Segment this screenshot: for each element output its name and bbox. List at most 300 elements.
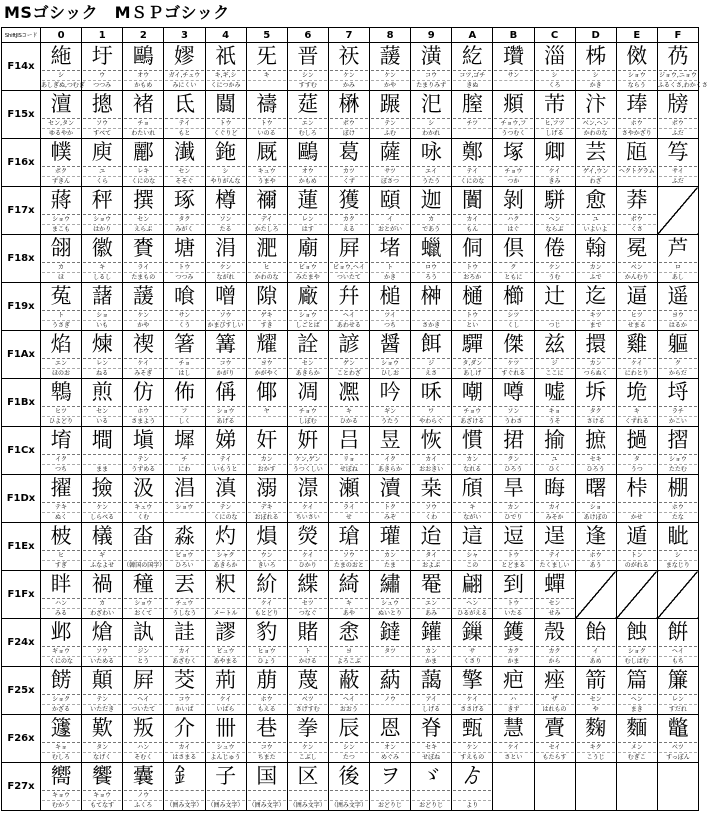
kanji-glyph: 瀆 (371, 475, 409, 503)
on-reading: シ (577, 71, 615, 81)
kun-reading: あわせる (336, 322, 361, 329)
on-reading: ジョウ,ニョウ (659, 72, 697, 79)
kun-reading: あげる (216, 418, 235, 425)
kanji-glyph: 醤 (371, 331, 409, 359)
char-cell (370, 523, 411, 571)
char-cell (452, 619, 493, 667)
kun-reading: あきらか (213, 562, 238, 569)
column-header-D: D (575, 28, 616, 43)
on-reading: ソン (207, 215, 245, 225)
kun-reading: はし (178, 370, 191, 377)
on-reading: シ (207, 167, 245, 177)
on-reading: クン (494, 455, 532, 465)
on-reading: カン (494, 503, 532, 513)
row-code-label: F18x (2, 235, 41, 283)
kanji-glyph: 瓸 (618, 139, 656, 167)
kun-reading: くぐりど (213, 130, 238, 137)
char-cell (370, 475, 411, 523)
char-cell (82, 331, 123, 379)
kun-reading: あみ (425, 610, 438, 617)
char-cell (82, 283, 123, 331)
char-cell (575, 619, 616, 667)
on-reading: キュウ (124, 503, 162, 513)
kanji-glyph: 晦 (536, 475, 574, 503)
kanji-glyph: 蓮 (289, 187, 327, 215)
kanji-glyph: 嘘 (536, 379, 574, 407)
char-cell (493, 139, 534, 187)
column-header-row (2, 28, 699, 43)
kanji-glyph: 豹 (248, 619, 286, 647)
kun-reading: うたう (381, 418, 400, 425)
kun-reading: なれる (463, 466, 482, 473)
code-row (2, 331, 699, 379)
kanji-glyph: 莽 (618, 187, 656, 215)
char-cell (328, 763, 369, 811)
kun-reading: ながれ (216, 274, 235, 281)
kanji-glyph: 頫 (494, 91, 532, 119)
on-reading (124, 551, 162, 561)
char-cell (41, 331, 82, 379)
on-reading: デキ (248, 503, 286, 513)
on-reading: ケイ (536, 167, 574, 177)
kanji-glyph: 賚 (124, 235, 162, 263)
char-cell (205, 763, 246, 811)
char-cell (246, 235, 287, 283)
kun-reading: もと (178, 130, 191, 137)
kanji-glyph: 後 (330, 763, 368, 791)
kanji-glyph: 冕 (618, 235, 656, 263)
char-cell (287, 283, 328, 331)
kun-reading: ひかり (298, 562, 317, 569)
kun-reading: もとどり (254, 610, 279, 617)
on-reading: ボウ (659, 119, 697, 129)
kun-reading: おどりじ (419, 802, 444, 809)
on-reading: ショウ (659, 455, 697, 465)
kanji-glyph: 柹 (577, 43, 615, 71)
kun-reading: える (342, 226, 355, 233)
kun-reading: たま (384, 562, 397, 569)
char-cell (328, 571, 369, 619)
on-reading: テキ (42, 503, 80, 513)
char-cell (123, 427, 164, 475)
kun-reading: しぼむ (298, 418, 317, 425)
on-reading: ビョウ,ヘイ (330, 263, 368, 273)
kun-reading: おぼれる (254, 514, 279, 521)
kun-reading: より (466, 802, 479, 809)
kun-reading: さげすむ (295, 706, 320, 713)
on-reading: ベン,ヘン (577, 119, 615, 129)
kun-reading: くう (178, 322, 191, 329)
char-cell (493, 619, 534, 667)
kanji-glyph: 藷 (83, 283, 121, 311)
char-cell (411, 715, 452, 763)
kanji-glyph: 堉 (42, 427, 80, 455)
on-reading: キク (577, 743, 615, 753)
kun-reading: あきらか (378, 466, 403, 473)
kanji-glyph: 顛 (83, 667, 121, 695)
char-cell (411, 571, 452, 619)
char-cell (82, 667, 123, 715)
on-reading: ショウ (83, 215, 121, 225)
kun-reading: ことわざ (336, 370, 361, 377)
kanji-glyph: 偁 (207, 379, 245, 407)
on-reading: チョウ (453, 407, 491, 417)
char-cell (657, 283, 698, 331)
on-reading: ロウ (412, 263, 450, 273)
kun-reading: ふくろ (134, 802, 153, 809)
row-code-label: F1Dx (2, 475, 41, 523)
kanji-glyph: 禰 (248, 187, 286, 215)
kun-reading: ちいさい (295, 514, 320, 521)
kun-reading: くず (342, 178, 355, 185)
char-cell (411, 667, 452, 715)
char-cell (205, 619, 246, 667)
kun-reading: うつくしい (292, 466, 323, 473)
kun-reading: うまや (257, 178, 276, 185)
kanji-glyph: 鷗 (124, 43, 162, 71)
kanji-glyph: 闠 (453, 187, 491, 215)
kanji-glyph: 徽 (83, 235, 121, 263)
char-cell (82, 187, 123, 235)
char-cell (205, 523, 246, 571)
char-cell (575, 283, 616, 331)
on-reading: カン (371, 551, 409, 561)
on-reading: ケイ (124, 359, 162, 369)
on-reading: タク (165, 215, 203, 225)
kun-reading: おどりじ (378, 802, 403, 809)
row-code-label: F19x (2, 283, 41, 331)
on-reading: ライ (330, 503, 368, 513)
char-cell (205, 235, 246, 283)
kanji-glyph: 圩 (83, 43, 121, 71)
char-cell (452, 427, 493, 475)
kanji-glyph: 撰 (124, 187, 162, 215)
code-row (2, 475, 699, 523)
kun-reading: すすむ (298, 82, 317, 89)
kanji-glyph: 涓 (207, 235, 245, 263)
char-cell (41, 283, 82, 331)
kun-reading: うそ (548, 418, 561, 425)
char-cell (123, 571, 164, 619)
kun-reading: にわとり (624, 370, 649, 377)
kun-reading: この (466, 562, 479, 569)
on-reading: チョウ (289, 407, 327, 417)
char-cell (82, 715, 123, 763)
on-reading: チ (165, 455, 203, 465)
kun-reading: もち (671, 658, 684, 665)
kanji-glyph: 翰 (577, 235, 615, 263)
char-cell (123, 763, 164, 811)
char-cell (575, 187, 616, 235)
char-cell (452, 667, 493, 715)
kanji-glyph: 棚 (659, 475, 697, 503)
char-cell (370, 43, 411, 91)
column-header-8: 8 (370, 28, 411, 43)
on-reading: フ (165, 407, 203, 417)
char-cell (41, 475, 82, 523)
kun-reading: せまる (627, 322, 646, 329)
kun-reading: むしろ (298, 130, 317, 137)
on-reading: ビュウ (207, 647, 245, 657)
on-reading: ヨウ (248, 359, 286, 369)
on-reading: ケイ (207, 695, 245, 705)
kanji-glyph: 柀 (42, 523, 80, 551)
kanji-glyph: 罨 (412, 571, 450, 599)
kanji-glyph: 咊 (412, 379, 450, 407)
kun-reading: おろか (463, 274, 482, 281)
kun-reading: つち (384, 322, 397, 329)
on-reading: レン (83, 359, 121, 369)
char-cell (657, 91, 698, 139)
kanji-glyph: 辻 (536, 283, 574, 311)
kun-reading: あざける (460, 418, 485, 425)
kanji-glyph: 箸 (165, 331, 203, 359)
kanji-glyph: 廠 (289, 283, 327, 311)
code-row (2, 139, 699, 187)
kun-reading: ささげる (460, 706, 485, 713)
on-reading: オン (371, 743, 409, 753)
char-cell (616, 619, 657, 667)
char-cell (452, 187, 493, 235)
row-code-label: F17x (2, 187, 41, 235)
char-cell (287, 91, 328, 139)
on-reading: トウ (494, 551, 532, 561)
kanji-glyph: 迨 (412, 523, 450, 551)
on-reading: ボウ (330, 119, 368, 129)
kanji-glyph: 隙 (248, 283, 286, 311)
kanji-glyph: 闒 (207, 91, 245, 119)
kun-reading: つらぬく (583, 370, 608, 377)
char-cell (246, 331, 287, 379)
kanji-glyph: 垝 (618, 379, 656, 407)
char-cell (575, 667, 616, 715)
char-cell (246, 475, 287, 523)
char-cell (411, 763, 452, 811)
char-cell (328, 523, 369, 571)
kun-reading: くにのな (213, 514, 238, 521)
blank-cell (616, 763, 657, 811)
kanji-glyph: 汴 (577, 91, 615, 119)
kun-reading: しるし (93, 274, 112, 281)
code-row (2, 235, 699, 283)
kun-reading: はぐ (507, 226, 520, 233)
on-reading: エン (412, 599, 450, 609)
kun-reading: かたしろ (254, 226, 279, 233)
kun-reading: ふで (589, 274, 602, 281)
char-cell (246, 619, 287, 667)
row-code-label: F16x (2, 139, 41, 187)
char-cell (370, 283, 411, 331)
kun-reading (247, 417, 287, 426)
kun-reading: すき (260, 322, 273, 329)
char-cell (452, 43, 493, 91)
char-cell (287, 763, 328, 811)
row-code-label: F1Bx (2, 379, 41, 427)
kanji-glyph: 凞 (330, 379, 368, 407)
kanji-glyph: 歎 (83, 715, 121, 743)
char-cell (123, 667, 164, 715)
char-cell (164, 235, 205, 283)
kanji-glyph: 蒳 (371, 667, 409, 695)
row-code-label: F25x (2, 667, 41, 715)
on-reading: セン,タン (42, 119, 80, 129)
on-reading: ショ (83, 311, 121, 321)
on-reading: コウ (412, 71, 450, 81)
column-header-3: 3 (164, 28, 205, 43)
kanji-glyph: 餝 (42, 667, 80, 695)
on-reading: ケイ (289, 503, 327, 513)
kanji-glyph: 籧 (42, 715, 80, 743)
on-reading: カク (494, 647, 532, 657)
kun-reading: つなぐ (298, 610, 317, 617)
char-cell (82, 235, 123, 283)
kun-reading: かま (507, 658, 520, 665)
kanji-glyph: 逼 (618, 283, 656, 311)
kun-reading: メートル (213, 610, 238, 617)
char-cell (123, 283, 164, 331)
kanji-glyph: 逞 (536, 523, 574, 551)
on-reading: サ (453, 647, 491, 657)
kanji-glyph: 鏁 (453, 619, 491, 647)
char-cell (246, 43, 287, 91)
char-cell (493, 331, 534, 379)
on-reading: テイ (453, 167, 491, 177)
column-header-5: 5 (246, 28, 287, 43)
code-row (2, 187, 699, 235)
kanji-glyph: 藹 (412, 667, 450, 695)
kanji-glyph: 吕 (330, 427, 368, 455)
kanji-glyph: 慧 (494, 715, 532, 743)
character-rows (2, 43, 708, 811)
code-row (2, 715, 699, 763)
on-reading: ホウ (659, 503, 697, 513)
kanji-glyph: 愈 (577, 187, 615, 215)
on-reading: ショ (577, 503, 615, 513)
on-reading: ソウ (207, 311, 245, 321)
on-reading: ケン (536, 263, 574, 273)
char-cell (657, 523, 698, 571)
kanji-glyph: ヲ (371, 763, 409, 791)
kanji-glyph: 熒 (289, 523, 327, 551)
kun-reading: すべて (93, 130, 112, 137)
char-cell (370, 235, 411, 283)
kun-reading: はす (301, 226, 314, 233)
blank-cell (575, 763, 616, 811)
column-header-0: 0 (41, 28, 82, 43)
kun-reading: ずきん (52, 178, 71, 185)
char-cell (328, 379, 369, 427)
kun-reading: むかう (52, 802, 71, 809)
kanji-glyph: 麴 (577, 715, 615, 743)
char-cell (246, 139, 287, 187)
char-cell (205, 667, 246, 715)
on-reading: ショク (42, 695, 80, 705)
kun-reading (247, 81, 287, 90)
on-reading: ケン (453, 743, 491, 753)
unassigned-cell (616, 571, 657, 619)
kun-reading: くにのな (49, 658, 74, 665)
kun-reading: たたむ (668, 466, 687, 473)
kanji-glyph: 介 (165, 715, 203, 743)
kun-reading: かわのな (583, 130, 608, 137)
kanji-glyph: 区 (289, 763, 327, 791)
on-reading: テン (124, 455, 162, 465)
kun-reading: こぶし (298, 754, 317, 761)
kanji-glyph: 喰 (165, 283, 203, 311)
on-reading: キュウ (248, 167, 286, 177)
on-reading: シン (289, 71, 327, 81)
on-reading: カイ (412, 455, 450, 465)
char-cell (82, 763, 123, 811)
on-reading: シ (42, 71, 80, 81)
char-cell (41, 187, 82, 235)
on-reading: セン (165, 167, 203, 177)
kanji-glyph: 擐 (577, 331, 615, 359)
kanji-glyph: 飴 (577, 619, 615, 647)
char-cell (246, 571, 287, 619)
on-reading: カク (536, 647, 574, 657)
on-reading: トウ (248, 119, 286, 129)
on-reading: ヤ (248, 407, 286, 417)
code-row (2, 283, 699, 331)
char-cell (41, 523, 82, 571)
on-reading (536, 311, 574, 321)
kun-reading: ひしお (381, 370, 400, 377)
on-reading: ビョウ (289, 263, 327, 273)
kanji-glyph: 蟬 (536, 571, 574, 599)
row-code-label: F27x (2, 763, 41, 811)
on-reading: トウ (453, 263, 491, 273)
kanji-glyph: 汜 (412, 91, 450, 119)
on-reading: ソウ (330, 551, 368, 561)
on-reading: ボク (42, 167, 80, 177)
kun-reading: みそか (545, 514, 564, 521)
char-cell (287, 619, 328, 667)
on-reading: ヒ (248, 263, 286, 273)
kun-reading: せみ (548, 610, 561, 617)
on-reading: ソウ (412, 503, 450, 513)
char-cell (41, 427, 82, 475)
on-reading: チツ (453, 119, 491, 129)
char-cell (370, 619, 411, 667)
kun-reading: かや (137, 322, 150, 329)
kanji-glyph: 驒 (453, 331, 491, 359)
kanji-glyph: 蘐 (371, 43, 409, 71)
kun-reading: おかす (257, 466, 276, 473)
kanji-glyph: 殼 (536, 619, 574, 647)
kun-reading: たな (671, 514, 684, 521)
kanji-glyph: 萠 (248, 667, 286, 695)
char-cell (82, 619, 123, 667)
char-cell (657, 427, 698, 475)
char-cell (575, 235, 616, 283)
char-cell (328, 283, 369, 331)
char-cell (82, 427, 123, 475)
char-cell (575, 331, 616, 379)
kanji-glyph: 頎 (453, 475, 491, 503)
char-cell (616, 523, 657, 571)
on-reading: ショウ (371, 359, 409, 369)
on-reading: テイ (207, 455, 245, 465)
on-reading: ギン (371, 407, 409, 417)
kun-reading: ねる (96, 370, 109, 377)
kun-reading: ながい (463, 514, 482, 521)
kanji-glyph: 辰 (330, 715, 368, 743)
char-cell (328, 667, 369, 715)
char-cell (616, 187, 657, 235)
char-cell (328, 139, 369, 187)
kun-reading: あや (342, 610, 355, 617)
